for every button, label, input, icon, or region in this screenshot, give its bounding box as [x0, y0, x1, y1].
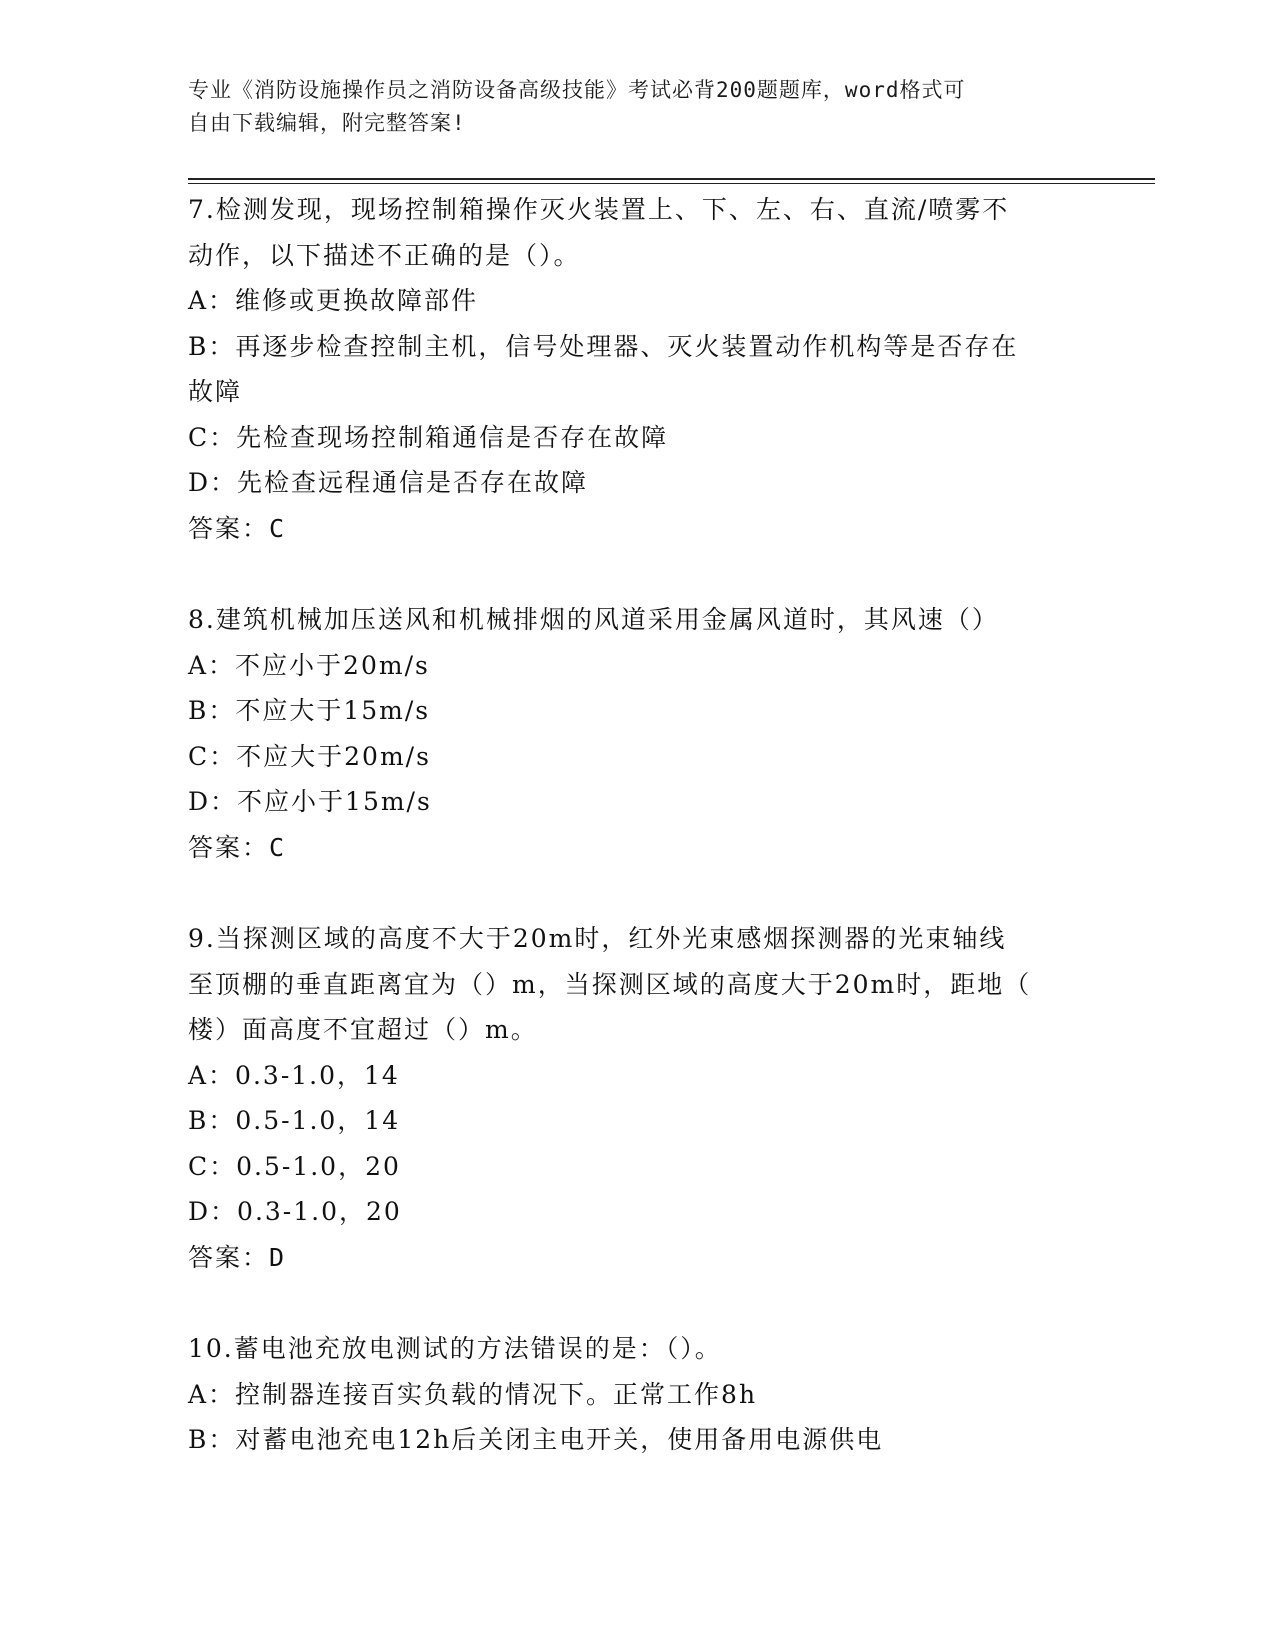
- answer-value: D: [269, 1242, 287, 1272]
- answer-value: C: [269, 513, 287, 543]
- answer-option-line: C：0.5-1.0，20: [188, 1151, 401, 1181]
- answer-option-line: B：再逐步检查控制主机，信号处理器、灭火装置动作机构等是否存在: [188, 331, 1019, 361]
- answer-key: [188, 825, 1088, 871]
- answer-option-line: D：0.3-1.0，20: [188, 1197, 402, 1226]
- answer-key: [188, 1235, 1088, 1281]
- answer-option-line: B：0.5-1.0，14: [188, 1106, 401, 1135]
- header-divider-thick: [188, 178, 1155, 180]
- answer-option-line: B：对蓄电池充电12h后关闭主电开关，使用备用电源供电: [188, 1425, 884, 1454]
- answer-option-line: A：维修或更换故障部件: [188, 286, 479, 315]
- answer-option-line: A：不应小于20m/s: [188, 650, 430, 680]
- question-stem-line: 8.建筑机械加压送风和机械排烟的风道采用金属风道时，其风速（）: [188, 605, 999, 634]
- answer-option-line: D：先检查远程通信是否存在故障: [188, 468, 589, 497]
- question-stem-line: 动作，以下描述不正确的是（）。: [188, 240, 581, 270]
- question-stem-line: 楼）面高度不宜超过（）m。: [188, 1015, 538, 1044]
- answer-label: 答案：: [188, 832, 270, 862]
- question-block: [188, 916, 1088, 1280]
- question-stem-line: 7.检测发现，现场控制箱操作灭火装置上、下、左、右、直流/喷雾不: [188, 195, 1010, 224]
- header-divider-thin: [188, 183, 1155, 184]
- question-block: [188, 1326, 1088, 1463]
- header-line-2: 自由下载编辑，附完整答案!: [188, 111, 466, 135]
- answer-option-line: D：不应小于15m/s: [188, 787, 432, 816]
- question-list: [188, 187, 1088, 1463]
- answer-key: [188, 506, 1088, 552]
- answer-label: 答案：: [188, 513, 270, 543]
- answer-option-line: A：控制器连接百实负载的情况下。正常工作8h: [188, 1379, 758, 1409]
- question-stem-line: 9.当探测区域的高度不大于20m时，红外光束感烟探测器的光束轴线: [188, 924, 1007, 953]
- answer-value: C: [269, 832, 287, 862]
- answer-label: 答案：: [188, 1242, 270, 1272]
- document-header: [188, 74, 1068, 140]
- question-stem-line: 至顶棚的垂直距离宜为（）m，当探测区域的高度大于20m时，距地（: [188, 969, 1032, 999]
- answer-option-line: 故障: [188, 377, 243, 406]
- answer-option-line: B：不应大于15m/s: [188, 696, 431, 725]
- question-block: [188, 597, 1088, 870]
- answer-option-line: A：0.3-1.0，14: [188, 1060, 400, 1090]
- question-stem-line: 10.蓄电池充放电测试的方法错误的是：（）。: [188, 1334, 722, 1363]
- question-block: [188, 187, 1088, 551]
- header-line-1: 专业《消防设施操作员之消防设备高级技能》考试必背200题题库，word格式可: [188, 78, 966, 102]
- answer-option-line: C：不应大于20m/s: [188, 741, 431, 771]
- answer-option-line: C：先检查现场控制箱通信是否存在故障: [188, 422, 669, 452]
